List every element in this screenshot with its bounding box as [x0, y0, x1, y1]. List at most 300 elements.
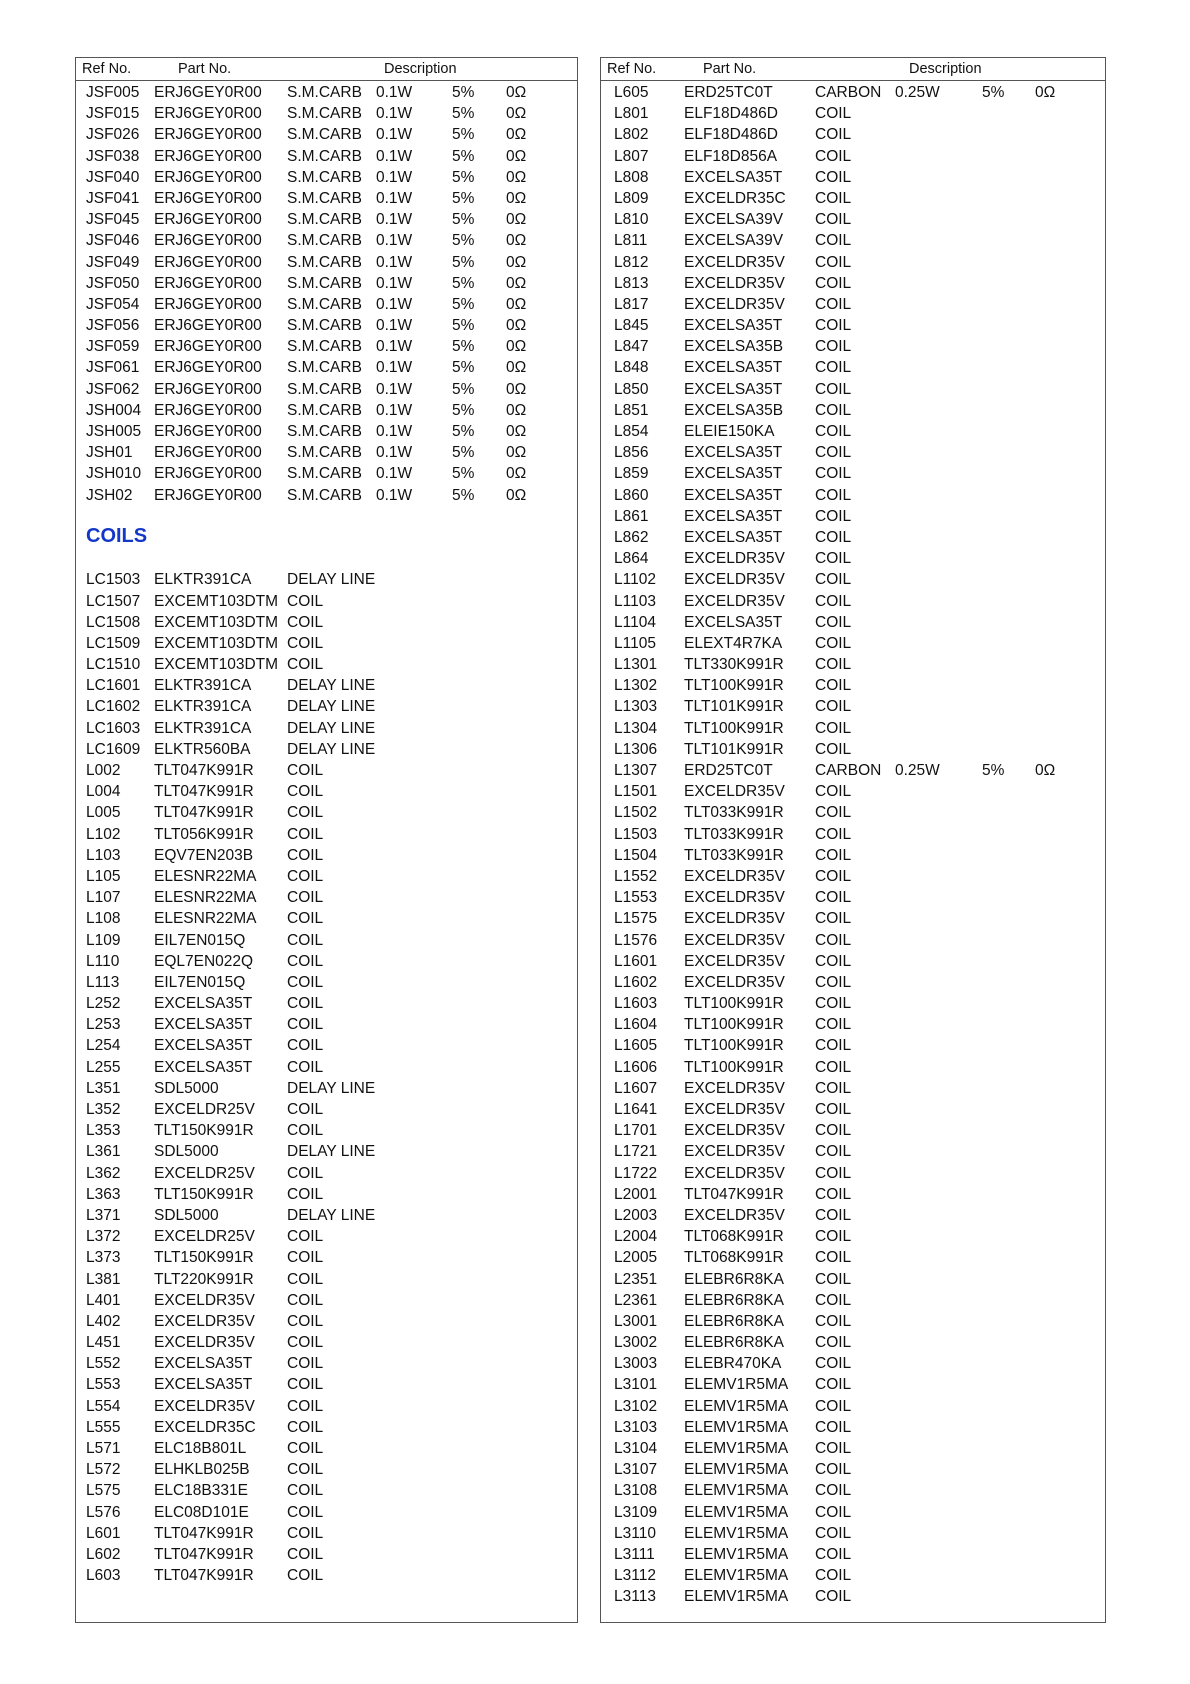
cell-part-no: TLT220K991R: [154, 1270, 254, 1288]
cell-part-no: TLT100K991R: [684, 1037, 784, 1055]
table-row: [76, 443, 577, 464]
table-row: [76, 782, 577, 803]
table-row: [76, 380, 577, 401]
cell-description: COIL: [815, 1418, 852, 1436]
cell-part-no: ELEMV1R5MA: [684, 1461, 789, 1479]
cell-description: COIL: [287, 592, 324, 610]
cell-ref-no: L847: [614, 338, 649, 356]
cell-wattage: 0.25W: [895, 762, 940, 779]
cell-part-no: EXCELSA35T: [154, 995, 253, 1013]
cell-ref-no: JSF045: [86, 211, 140, 229]
cell-ref-no: L812: [614, 253, 649, 271]
cell-part-no: EXCEMT103DTM: [154, 592, 279, 610]
cell-description: COIL: [287, 1503, 324, 1521]
cell-tolerance: 5%: [452, 84, 475, 101]
cell-description: COIL: [287, 1461, 324, 1479]
cell-description: COIL: [815, 444, 852, 462]
table-row: [601, 507, 1105, 528]
table-row: [601, 104, 1105, 125]
cell-ref-no: L801: [614, 105, 649, 123]
cell-part-no: EXCELSA35T: [684, 359, 783, 377]
table-row: [76, 104, 577, 125]
table-row: [601, 168, 1105, 189]
cell-tolerance: 5%: [452, 105, 475, 123]
cell-description: COIL: [815, 105, 852, 123]
cell-ref-no: LC1503: [86, 571, 141, 589]
cell-ref-no: L850: [614, 380, 649, 398]
cell-ref-no: L1553: [614, 889, 658, 907]
table-row: [601, 676, 1105, 697]
table-row: [601, 486, 1105, 507]
cell-description: COIL: [815, 656, 852, 674]
cell-part-no: TLT033K991R: [684, 846, 784, 864]
cell-ref-no: L363: [86, 1185, 121, 1203]
cell-description: COIL: [815, 295, 852, 313]
cell-tolerance: 5%: [452, 486, 475, 504]
cell-wattage: 0.1W: [376, 423, 413, 440]
cell-part-no: EXCELSA35T: [684, 613, 783, 631]
cell-description: COIL: [287, 1567, 324, 1585]
cell-description: COIL: [287, 1058, 324, 1076]
cell-ref-no: L810: [614, 211, 649, 229]
cell-part-no: EXCELSA39V: [684, 232, 784, 250]
table-row: [76, 253, 577, 274]
table-row: [601, 443, 1105, 464]
cell-description: COIL: [815, 1101, 852, 1118]
table-row: [601, 1015, 1105, 1036]
cell-resistance: 0Ω: [506, 168, 527, 186]
cell-description: COIL: [815, 1206, 852, 1224]
cell-description: S.M.CARB: [287, 317, 362, 335]
cell-ref-no: L603: [86, 1567, 121, 1585]
cell-description: DELAY LINE: [287, 1206, 376, 1224]
table-row: [76, 1481, 577, 1502]
cell-ref-no: L3111: [614, 1545, 655, 1563]
cell-part-no: EXCELDR35V: [684, 295, 785, 313]
cell-ref-no: L2361: [614, 1291, 658, 1309]
cell-ref-no: L553: [86, 1376, 121, 1394]
table-row: [76, 1227, 577, 1248]
cell-description: COIL: [815, 677, 852, 695]
cell-description: COIL: [815, 1016, 852, 1034]
cell-tolerance: 5%: [452, 211, 475, 229]
cell-ref-no: L2004: [614, 1228, 658, 1246]
cell-ref-no: L555: [86, 1418, 121, 1436]
cell-description: S.M.CARB: [287, 147, 362, 165]
cell-tolerance: 5%: [452, 423, 475, 440]
cell-tolerance: 5%: [982, 762, 1005, 779]
cell-description: COIL: [287, 1334, 324, 1352]
cell-ref-no: L1641: [614, 1101, 658, 1118]
cell-description: COIL: [287, 931, 324, 949]
cell-description: COIL: [815, 846, 852, 864]
cell-ref-no: L811: [614, 232, 648, 250]
table-row: [76, 1460, 577, 1481]
table-row: [76, 1058, 577, 1079]
cell-part-no: ERD25TC0T: [684, 84, 773, 101]
table-row: [601, 1121, 1105, 1142]
cell-description: COIL: [815, 147, 852, 165]
cell-part-no: EXCELDR35C: [684, 189, 786, 207]
table-row: [76, 1164, 577, 1185]
cell-ref-no: L802: [614, 126, 649, 144]
cell-ref-no: JSH01: [86, 444, 133, 462]
cell-tolerance: 5%: [452, 126, 475, 144]
cell-description: COIL: [815, 317, 852, 335]
table-row: [76, 1206, 577, 1227]
cell-description: S.M.CARB: [287, 423, 362, 440]
cell-ref-no: L813: [614, 274, 649, 292]
table-row: [76, 422, 577, 443]
table-row: [601, 1439, 1105, 1460]
table-row: [76, 486, 577, 507]
table-row: [601, 1142, 1105, 1163]
table-row: [76, 1036, 577, 1057]
cell-description: COIL: [287, 1397, 324, 1415]
cell-part-no: ELEIE150KA: [684, 423, 775, 440]
cell-ref-no: L1304: [614, 719, 658, 737]
table-row: [601, 1079, 1105, 1100]
cell-wattage: 0.1W: [376, 359, 413, 377]
cell-ref-no: L361: [86, 1143, 121, 1161]
cell-description: COIL: [815, 423, 852, 440]
cell-part-no: ELEMV1R5MA: [684, 1567, 789, 1585]
cell-part-no: ELESNR22MA: [154, 910, 257, 928]
cell-resistance: 0Ω: [506, 126, 527, 144]
header-description: Description: [384, 61, 457, 77]
table-row: [76, 1524, 577, 1545]
cell-description: DELAY LINE: [287, 1079, 376, 1097]
table-row: [76, 1142, 577, 1163]
cell-wattage: 0.1W: [376, 211, 413, 229]
table-row: [601, 358, 1105, 379]
cell-part-no: ELF18D486D: [684, 105, 778, 123]
cell-ref-no: JSH004: [86, 401, 142, 419]
cell-description: DELAY LINE: [287, 740, 376, 758]
cell-part-no: ELEXT4R7KA: [684, 634, 783, 652]
cell-part-no: TLT056K991R: [154, 825, 254, 843]
table-row: [601, 1566, 1105, 1587]
cell-part-no: TLT047K991R: [154, 804, 254, 822]
cell-description: COIL: [287, 1164, 324, 1182]
cell-description: COIL: [815, 338, 852, 356]
table-row: [76, 909, 577, 930]
table-row: [76, 1354, 577, 1375]
cell-part-no: ERJ6GEY0R00: [154, 423, 262, 440]
cell-ref-no: LC1603: [86, 719, 141, 737]
cell-wattage: 0.1W: [376, 401, 413, 419]
cell-description: COIL: [287, 1228, 324, 1246]
cell-description: COIL: [287, 846, 324, 864]
cell-part-no: ELEMV1R5MA: [684, 1482, 789, 1500]
cell-ref-no: L1576: [614, 931, 658, 949]
header-ref-no: Ref No.: [607, 61, 657, 77]
cell-part-no: EXCELDR25V: [154, 1164, 255, 1182]
cell-description: COIL: [815, 189, 852, 207]
cell-description: S.M.CARB: [287, 444, 362, 462]
cell-ref-no: JSF026: [86, 126, 140, 144]
cell-wattage: 0.1W: [376, 465, 413, 483]
cell-resistance: 0Ω: [506, 359, 527, 377]
cell-description: COIL: [287, 1418, 324, 1436]
cell-part-no: ELF18D486D: [684, 126, 778, 144]
cell-description: COIL: [287, 1291, 324, 1309]
cell-tolerance: 5%: [452, 274, 475, 292]
cell-resistance: 0Ω: [506, 84, 527, 101]
cell-ref-no: LC1602: [86, 698, 141, 716]
cell-ref-no: L605: [614, 84, 649, 101]
table-row: [76, 1418, 577, 1439]
cell-description: COIL: [815, 1185, 852, 1203]
cell-ref-no: L3110: [614, 1524, 656, 1542]
cell-part-no: ERJ6GEY0R00: [154, 147, 262, 165]
cell-ref-no: L1302: [614, 677, 658, 695]
cell-description: S.M.CARB: [287, 295, 362, 313]
cell-ref-no: L3104: [614, 1440, 658, 1457]
cell-description: COIL: [815, 1524, 852, 1542]
cell-description: DELAY LINE: [287, 677, 376, 695]
cell-description: COIL: [815, 1164, 852, 1182]
table-row: [601, 528, 1105, 549]
cell-part-no: TLT101K991R: [684, 740, 784, 758]
cell-ref-no: JSF054: [86, 295, 140, 313]
cell-tolerance: 5%: [452, 147, 475, 165]
cell-part-no: EXCELDR35C: [154, 1418, 256, 1436]
cell-wattage: 0.1W: [376, 274, 413, 292]
cell-description: DELAY LINE: [287, 1143, 376, 1161]
cell-part-no: EIL7EN015Q: [154, 931, 246, 949]
cell-part-no: ELEMV1R5MA: [684, 1524, 789, 1542]
cell-ref-no: L107: [86, 889, 121, 907]
cell-part-no: ELC18B331E: [154, 1482, 248, 1500]
header-description: Description: [909, 61, 982, 77]
table-row: [601, 888, 1105, 909]
cell-description: COIL: [815, 1355, 852, 1373]
cell-part-no: EXCELSA35T: [154, 1016, 253, 1034]
cell-description: COIL: [815, 550, 852, 568]
cell-description: COIL: [287, 1016, 324, 1034]
cell-description: COIL: [815, 232, 852, 250]
cell-wattage: 0.1W: [376, 486, 413, 504]
cell-description: COIL: [287, 952, 324, 970]
table-row: [601, 634, 1105, 655]
cell-part-no: EXCEMT103DTM: [154, 613, 279, 631]
cell-part-no: EXCELSA35T: [154, 1037, 253, 1055]
cell-description: COIL: [815, 1058, 852, 1076]
cell-description: COIL: [815, 1588, 852, 1606]
table-row: [601, 189, 1105, 210]
table-row: [76, 401, 577, 422]
table-row: [601, 1524, 1105, 1545]
cell-description: COIL: [287, 1270, 324, 1288]
table-row: [76, 1397, 577, 1418]
cell-part-no: ELC08D101E: [154, 1503, 249, 1521]
cell-ref-no: JSF050: [86, 274, 140, 292]
cell-wattage: 0.1W: [376, 253, 413, 271]
cell-description: COIL: [815, 634, 852, 652]
table-row: [601, 1164, 1105, 1185]
cell-ref-no: L2001: [614, 1185, 658, 1203]
cell-part-no: EXCELDR35V: [684, 910, 785, 928]
cell-description: DELAY LINE: [287, 571, 376, 589]
cell-tolerance: 5%: [982, 84, 1005, 101]
cell-part-no: ERJ6GEY0R00: [154, 338, 262, 356]
cell-description: COIL: [287, 1312, 324, 1330]
cell-ref-no: L1607: [614, 1079, 658, 1097]
cell-ref-no: JSF056: [86, 317, 140, 335]
table-row: [601, 1545, 1105, 1566]
cell-part-no: ERJ6GEY0R00: [154, 359, 262, 377]
table-row: [601, 1227, 1105, 1248]
cell-description: COIL: [815, 253, 852, 271]
cell-description: COIL: [815, 889, 852, 907]
cell-description: COIL: [815, 1037, 852, 1055]
table-row: [76, 1312, 577, 1333]
cell-description: COIL: [287, 783, 324, 801]
cell-description: S.M.CARB: [287, 105, 362, 123]
cell-description: COIL: [815, 1143, 852, 1161]
cell-ref-no: JSF041: [86, 189, 140, 207]
cell-part-no: ELKTR391CA: [154, 677, 252, 695]
cell-part-no: ELEBR6R8KA: [684, 1291, 784, 1309]
cell-description: COIL: [815, 1545, 852, 1563]
cell-description: S.M.CARB: [287, 380, 362, 398]
cell-resistance: 0Ω: [506, 189, 527, 207]
cell-description: COIL: [287, 1376, 324, 1394]
cell-description: COIL: [815, 211, 852, 229]
table-row: [76, 676, 577, 697]
section-title-coils: COILS: [86, 524, 148, 547]
cell-part-no: TLT100K991R: [684, 719, 784, 737]
cell-part-no: EXCELDR35V: [154, 1334, 255, 1352]
cell-description: COIL: [815, 973, 852, 991]
cell-part-no: ELESNR22MA: [154, 867, 257, 885]
cell-part-no: ELF18D856A: [684, 147, 778, 165]
cell-ref-no: L856: [614, 444, 649, 462]
cell-part-no: ERJ6GEY0R00: [154, 232, 262, 250]
cell-description: COIL: [815, 613, 852, 631]
cell-part-no: EXCELSA39V: [684, 211, 784, 229]
table-row: [76, 1100, 577, 1121]
cell-part-no: EQL7EN022Q: [154, 952, 254, 970]
table-row: [601, 909, 1105, 930]
cell-description: COIL: [287, 1524, 324, 1542]
cell-ref-no: LC1609: [86, 740, 141, 758]
cell-ref-no: L554: [86, 1397, 121, 1415]
cell-part-no: EXCELSA35T: [684, 465, 783, 483]
section-heading: [76, 524, 577, 549]
cell-description: COIL: [287, 973, 324, 991]
table-row: [601, 1375, 1105, 1396]
cell-tolerance: 5%: [452, 380, 475, 398]
cell-description: COIL: [287, 1185, 324, 1203]
cell-part-no: TLT068K991R: [684, 1249, 784, 1267]
table-row: [601, 464, 1105, 485]
cell-part-no: ERJ6GEY0R00: [154, 168, 262, 186]
cell-description: COIL: [815, 1482, 852, 1500]
cell-part-no: ERJ6GEY0R00: [154, 317, 262, 335]
cell-part-no: EXCELSA35T: [684, 317, 783, 335]
cell-description: COIL: [287, 1122, 324, 1140]
cell-part-no: EXCELSA35T: [684, 528, 783, 546]
table-row: [601, 401, 1105, 422]
cell-ref-no: L002: [86, 762, 121, 779]
cell-description: COIL: [815, 825, 852, 843]
cell-ref-no: L108: [86, 910, 121, 928]
cell-description: COIL: [815, 804, 852, 822]
cell-ref-no: L851: [614, 401, 649, 419]
table-row: [601, 1503, 1105, 1524]
cell-description: COIL: [287, 762, 324, 779]
cell-description: S.M.CARB: [287, 232, 362, 250]
cell-ref-no: L809: [614, 189, 649, 207]
cell-description: COIL: [287, 910, 324, 928]
cell-tolerance: 5%: [452, 444, 475, 462]
table-row: [601, 253, 1105, 274]
cell-description: COIL: [815, 528, 852, 546]
cell-resistance: 0Ω: [506, 211, 527, 229]
cell-part-no: TLT047K991R: [154, 762, 254, 779]
cell-description: COIL: [815, 168, 852, 186]
cell-ref-no: L402: [86, 1312, 121, 1330]
cell-ref-no: L1103: [614, 592, 656, 610]
cell-part-no: EXCELDR35V: [684, 973, 785, 991]
table-row: [601, 613, 1105, 634]
cell-description: COIL: [815, 995, 852, 1013]
cell-part-no: ERJ6GEY0R00: [154, 380, 262, 398]
cell-part-no: EXCEMT103DTM: [154, 634, 279, 652]
cell-part-no: ELEBR6R8KA: [684, 1334, 784, 1352]
cell-tolerance: 5%: [452, 401, 475, 419]
table-row: [601, 1460, 1105, 1481]
table-row: [601, 570, 1105, 591]
table-row: [601, 931, 1105, 952]
cell-resistance: 0Ω: [506, 401, 527, 419]
cell-part-no: TLT150K991R: [154, 1185, 254, 1203]
table-row: [76, 719, 577, 740]
cell-ref-no: L3112: [614, 1567, 656, 1585]
cell-ref-no: L252: [86, 995, 121, 1013]
table-row: [601, 719, 1105, 740]
cell-ref-no: L862: [614, 528, 649, 546]
cell-resistance: 0Ω: [506, 317, 527, 335]
cell-part-no: ELEMV1R5MA: [684, 1588, 789, 1606]
spacer: [76, 507, 577, 528]
table-row: [601, 549, 1105, 570]
cell-ref-no: JSF049: [86, 253, 140, 271]
cell-description: COIL: [815, 867, 852, 885]
cell-part-no: EXCELDR35V: [684, 783, 785, 801]
cell-ref-no: L102: [86, 825, 121, 843]
cell-ref-no: L817: [614, 295, 649, 313]
cell-ref-no: L571: [86, 1440, 121, 1457]
cell-description: COIL: [815, 1291, 852, 1309]
cell-ref-no: L105: [86, 867, 121, 885]
cell-part-no: ERJ6GEY0R00: [154, 189, 262, 207]
table-row: [76, 295, 577, 316]
table-row: [76, 592, 577, 613]
cell-ref-no: L3001: [614, 1312, 658, 1330]
cell-ref-no: LC1507: [86, 592, 141, 610]
cell-ref-no: L3102: [614, 1397, 658, 1415]
cell-part-no: EXCELSA35B: [684, 338, 784, 356]
cell-ref-no: LC1510: [86, 656, 141, 674]
table-row: [601, 1587, 1105, 1608]
cell-ref-no: L1552: [614, 867, 658, 885]
table-row: [601, 337, 1105, 358]
table-row: [601, 125, 1105, 146]
cell-resistance: 0Ω: [506, 486, 527, 504]
